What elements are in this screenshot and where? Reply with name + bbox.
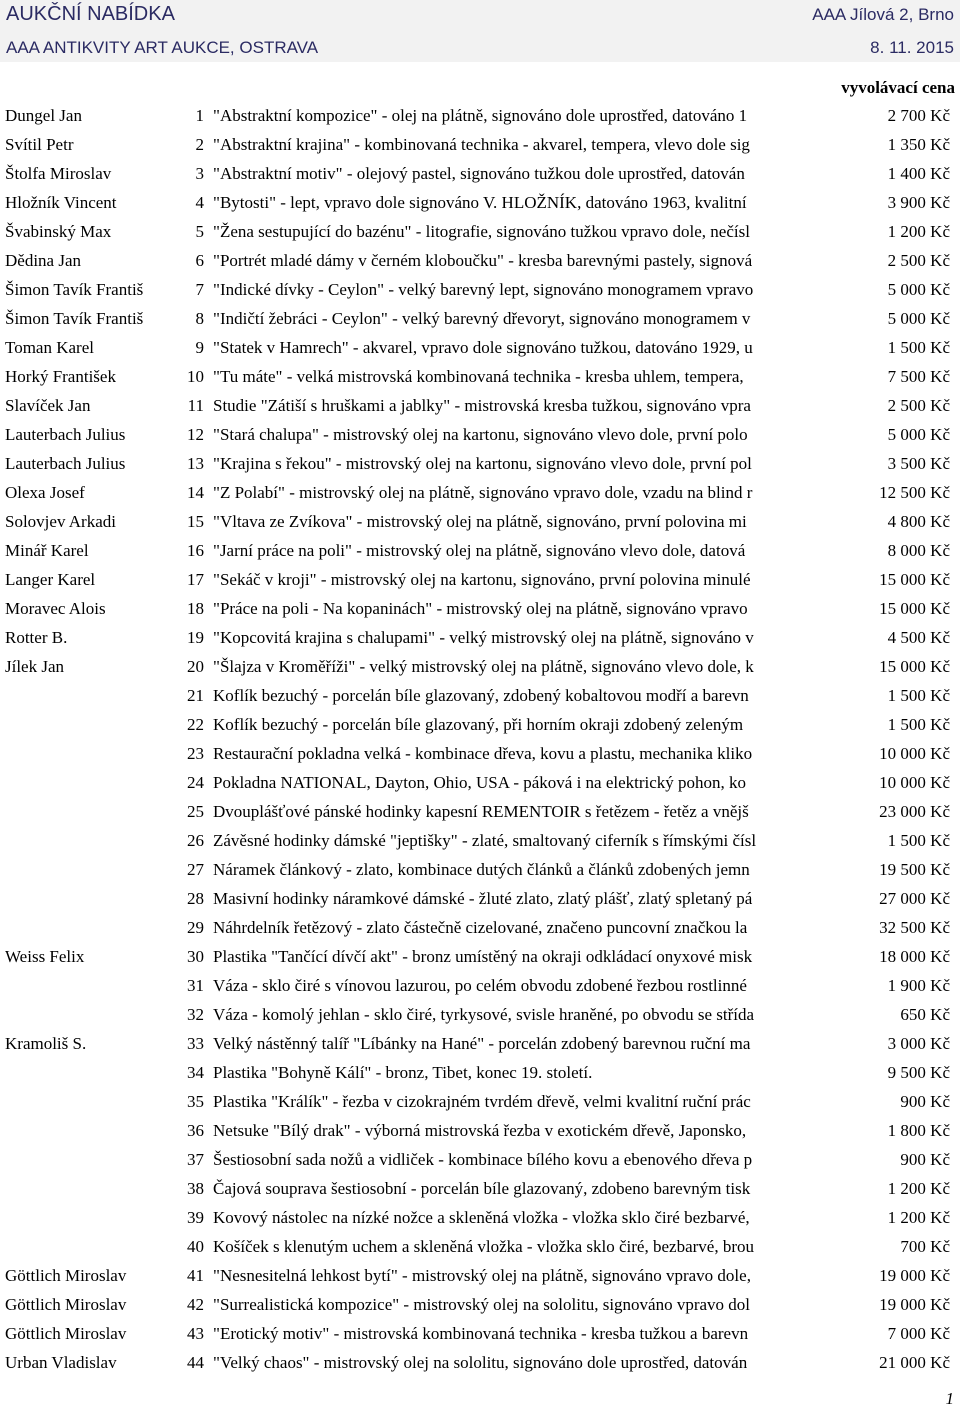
lot-description: "Sekáč v kroji" - mistrovský olej na kartonu, signováno, první polovina minulé [213,570,751,589]
lot-number: 36 [187,1121,204,1140]
lot-description: "Stará chalupa" - mistrovský olej na kartonu, signováno vlevo dole, první polo [213,425,748,444]
table-row [0,188,960,217]
table-row [0,1261,960,1290]
table-row [0,391,960,420]
table-row [0,1145,960,1174]
table-row [0,536,960,565]
lot-price: 1 400 Kč [887,164,950,183]
lot-price: 23 000 Kč [879,802,950,821]
table-row [0,420,960,449]
table-row [0,362,960,391]
lot-price: 15 000 Kč [879,599,950,618]
table-row [0,797,960,826]
table-row [0,1232,960,1261]
lot-price: 4 500 Kč [887,628,950,647]
lot-price: 27 000 Kč [879,889,950,908]
lot-author: Moravec Alois [5,599,106,618]
lot-price: 900 Kč [900,1092,950,1111]
lot-number: 14 [187,483,204,502]
lot-description: "Šlajza v Kroměříži" - velký mistrovský olej na plátně, signováno vlevo dole, k [213,657,754,676]
lot-number: 29 [187,918,204,937]
lot-price: 5 000 Kč [887,309,950,328]
lot-author: Olexa Josef [5,483,85,502]
table-row [0,1087,960,1116]
lot-number: 32 [187,1005,204,1024]
lot-description: "Portrét mladé dámy v černém kloboučku" - kresba barevnými pastely, signová [213,251,753,270]
lot-description: Velký nástěnný talíř "Líbánky na Hané" - porcelán zdobený barevnou ruční ma [213,1034,751,1053]
lot-number: 33 [187,1034,204,1053]
lot-price: 12 500 Kč [879,483,950,502]
lot-description: Pokladna NATIONAL, Dayton, Ohio, USA - páková i na elektrický pohon, ko [213,773,747,792]
table-row [0,1174,960,1203]
lot-description: "Nesnesitelná lehkost bytí" - mistrovský olej na plátně, signováno vpravo dole, [213,1266,751,1285]
lot-description: Plastika "Bohyně Kálí" - bronz, Tibet, konec 19. století. [213,1063,593,1082]
lot-description: "Erotický motiv" - mistrovská kombinovaná technika - kresba tužkou a barevn [213,1324,749,1343]
table-row [0,1348,960,1377]
lot-price: 2 500 Kč [887,251,950,270]
table-row [0,826,960,855]
table-row [0,1116,960,1145]
lot-number: 10 [187,367,204,386]
lot-author: Lauterbach Julius [5,425,126,444]
lot-description: "Kopcovitá krajina s chalupami" - velký mistrovský olej na plátně, signováno v [213,628,754,647]
lot-price: 10 000 Kč [879,773,950,792]
lot-price: 7 000 Kč [887,1324,950,1343]
auction-date: 8. 11. 2015 [870,38,954,57]
lot-price: 21 000 Kč [879,1353,950,1372]
lot-number: 9 [195,338,204,357]
lot-description: "Bytosti" - lept, vpravo dole signováno V. HLOŽNÍK, datováno 1963, kvalitní [213,193,747,212]
table-row [0,681,960,710]
lot-description: "Indičtí žebráci - Ceylon" - velký barevný dřevoryt, signováno monogramem v [213,309,751,328]
lot-number: 15 [187,512,204,531]
table-row [0,478,960,507]
table-row [0,275,960,304]
lot-price: 9 500 Kč [887,1063,950,1082]
lot-description: "Jarní práce na poli" - mistrovský olej na plátně, signováno vlevo dole, datová [213,541,746,560]
lot-number: 22 [187,715,204,734]
lot-price: 10 000 Kč [879,744,950,763]
lot-author: Štolfa Miroslav [5,164,112,183]
lot-number: 40 [187,1237,204,1256]
lot-price: 1 350 Kč [887,135,950,154]
lot-number: 2 [195,135,204,154]
lot-price: 1 200 Kč [887,222,950,241]
lot-author: Dungel Jan [5,106,82,125]
lot-description: "Vltava ze Zvíkova" - mistrovský olej na plátně, signováno, první polovina mi [213,512,747,531]
lot-description: "Abstraktní kompozice" - olej na plátně, signováno dole uprostřed, datováno 1 [213,106,748,125]
lot-number: 21 [187,686,204,705]
lot-author: Weiss Felix [5,947,85,966]
lot-author: Jílek Jan [5,657,65,676]
lot-price: 1 900 Kč [887,976,950,995]
lot-price: 19 000 Kč [879,1295,950,1314]
lot-number: 19 [187,628,204,647]
lot-price: 650 Kč [900,1005,950,1024]
table-row [0,1290,960,1319]
table-row [0,971,960,1000]
lot-author: Toman Karel [5,338,94,357]
auction-name: AAA ANTIKVITY ART AUKCE, OSTRAVA [6,38,319,57]
table-row [0,884,960,913]
lot-number: 38 [187,1179,204,1198]
table-row [0,304,960,333]
lot-price: 32 500 Kč [879,918,950,937]
table-row [0,1203,960,1232]
table-row [0,942,960,971]
lot-description: Masivní hodinky náramkové dámské - žluté zlato, zlatý plášť, zlatý spletaný pá [213,889,753,908]
lot-number: 27 [187,860,204,879]
lot-price: 900 Kč [900,1150,950,1169]
lot-description: Čajová souprava šestiosobní - porcelán bíle glazovaný, zdobeno barevným tisk [213,1179,751,1198]
lot-description: "Statek v Hamrech" - akvarel, vpravo dole signováno tužkou, datováno 1929, u [213,338,753,357]
lot-number: 25 [187,802,204,821]
lot-description: "Krajina s řekou" - mistrovský olej na kartonu, signováno vlevo dole, první pol [213,454,752,473]
lot-description: "Velký chaos" - mistrovský olej na sololitu, signováno dole uprostřed, datován [213,1353,748,1372]
lot-number: 37 [187,1150,204,1169]
lot-number: 5 [195,222,204,241]
lot-number: 35 [187,1092,204,1111]
lot-number: 39 [187,1208,204,1227]
lot-description: "Práce na poli - Na kopaninách" - mistrovský olej na plátně, signováno vpravo [213,599,748,618]
lot-table [0,101,960,1377]
table-row [0,1000,960,1029]
lot-price: 3 500 Kč [887,454,950,473]
table-row [0,246,960,275]
table-row [0,449,960,478]
lot-author: Hložník Vincent [5,193,117,212]
lot-author: Šimon Tavík Františ [5,309,144,328]
lot-author: Göttlich Miroslav [5,1295,127,1314]
lot-author: Langer Karel [5,570,96,589]
lot-description: Váza - sklo čiré s vínovou lazurou, po celém obvodu zdobené řezbou rostlinné [213,976,747,995]
lot-price: 19 000 Kč [879,1266,950,1285]
lot-number: 20 [187,657,204,676]
lot-price: 15 000 Kč [879,657,950,676]
table-row [0,130,960,159]
lot-price: 5 000 Kč [887,425,950,444]
lot-number: 12 [187,425,204,444]
lot-description: Koflík bezuchý - porcelán bíle glazovaný, zdobený kobaltovou modří a barevn [213,686,749,705]
lot-price: 2 700 Kč [887,106,950,125]
lot-number: 7 [195,280,204,299]
table-row [0,1058,960,1087]
lot-author: Urban Vladislav [5,1353,117,1372]
lot-author: Kramoliš S. [5,1034,87,1053]
lot-description: "Žena sestupující do bazénu" - litografie, signováno tužkou vpravo dole, nečísl [213,222,750,241]
lot-description: Studie "Zátiší s hruškami a jablky" - mistrovská kresba tužkou, signováno vpra [213,396,751,415]
lot-number: 4 [195,193,204,212]
table-row [0,1029,960,1058]
lot-author: Rotter B. [5,628,68,647]
lot-description: "Z Polabí" - mistrovský olej na plátně, signováno vpravo dole, vzadu na blind r [213,483,753,502]
lot-description: Kovový nástolec na nízké nožce a skleněná vložka - vložka sklo čiré bezbarvé, [213,1208,750,1227]
table-row [0,217,960,246]
lot-number: 23 [187,744,204,763]
table-row [0,768,960,797]
lot-description: Restaurační pokladna velká - kombinace dřeva, kovu a plastu, mechanika kliko [213,744,753,763]
lot-price: 700 Kč [900,1237,950,1256]
lot-description: Dvouplášťové pánské hodinky kapesní REMENTOIR s řetězem - řetěz a vnějš [213,802,749,821]
lot-author: Göttlich Miroslav [5,1266,127,1285]
lot-number: 11 [187,396,204,415]
lot-author: Dědina Jan [5,251,82,270]
lot-number: 8 [195,309,204,328]
lot-price: 4 800 Kč [887,512,950,531]
lot-description: Váza - komolý jehlan - sklo čiré, tyrkysové, svisle hraněné, po obvodu se střída [213,1005,755,1024]
lot-price: 1 500 Kč [887,338,950,357]
lot-price: 1 500 Kč [887,831,950,850]
lot-description: "Tu máte" - velká mistrovská kombinovaná technika - kresba uhlem, tempera, [213,367,744,386]
page-number: 1 [945,1389,954,1408]
lot-number: 26 [187,831,204,850]
lot-description: "Abstraktní motiv" - olejový pastel, signováno tužkou dole uprostřed, datován [213,164,745,183]
lot-description: "Surrealistická kompozice" - mistrovský olej na sololitu, signováno vpravo dol [213,1295,751,1314]
table-row [0,565,960,594]
lot-author: Solovjev Arkadi [5,512,116,531]
lot-number: 17 [187,570,204,589]
table-row [0,739,960,768]
lot-price: 1 200 Kč [887,1179,950,1198]
lot-description: Košíček s klenutým uchem a skleněná vložka - vložka sklo čiré, bezbarvé, brou [213,1237,754,1256]
table-row [0,710,960,739]
lot-author: Švabinský Max [5,222,112,241]
lot-price: 3 900 Kč [887,193,950,212]
lot-price: 7 500 Kč [887,367,950,386]
lot-price: 2 500 Kč [887,396,950,415]
lot-number: 24 [187,773,204,792]
lot-author: Minář Karel [5,541,89,560]
document-title: AUKČNÍ NABÍDKA [6,3,175,25]
lot-number: 18 [187,599,204,618]
lot-description: "Indické dívky - Ceylon" - velký barevný lept, signováno monogramem vpravo [213,280,754,299]
lot-number: 44 [187,1353,204,1372]
table-row [0,101,960,130]
table-row [0,1319,960,1348]
lot-price: 19 500 Kč [879,860,950,879]
address: AAA Jílová 2, Brno [812,5,954,24]
lot-number: 6 [195,251,204,270]
table-row [0,507,960,536]
lot-description: Netsuke "Bílý drak" - výborná mistrovská řezba v exotickém dřevě, Japonsko, [213,1121,747,1140]
lot-price: 1 500 Kč [887,715,950,734]
lot-price: 15 000 Kč [879,570,950,589]
header-bar [0,0,960,62]
lot-description: Závěsné hodinky dámské "jeptišky" - zlaté, smaltovaný ciferník s římskými čísl [213,831,757,850]
lot-description: Náramek článkový - zlato, kombinace dutých článků a článků zdobených jemn [213,860,750,879]
lot-description: Plastika "Tančící dívčí akt" - bronz umístěný na okraji odkládací onyxové misk [213,947,753,966]
lot-number: 42 [187,1295,204,1314]
lot-author: Horký František [5,367,116,386]
price-column-header: vyvolávací cena [841,78,955,97]
lot-description: Náhrdelník řetězový - zlato částečně cizelované, značeno puncovní značkou la [213,918,748,937]
table-row [0,652,960,681]
lot-author: Slavíček Jan [5,396,91,415]
table-row [0,159,960,188]
lot-description: Plastika "Králík" - řezba v cizokrajném tvrdém dřevě, velmi kvalitní ruční prác [213,1092,751,1111]
table-row [0,594,960,623]
lot-author: Göttlich Miroslav [5,1324,127,1343]
lot-price: 8 000 Kč [887,541,950,560]
lot-number: 28 [187,889,204,908]
lot-number: 13 [187,454,204,473]
lot-number: 43 [187,1324,204,1343]
lot-author: Lauterbach Julius [5,454,126,473]
lot-author: Šimon Tavík Františ [5,280,144,299]
lot-number: 31 [187,976,204,995]
lot-number: 41 [187,1266,204,1285]
table-row [0,333,960,362]
lot-price: 3 000 Kč [887,1034,950,1053]
table-row [0,623,960,652]
lot-price: 1 500 Kč [887,686,950,705]
lot-author: Svítil Petr [5,135,74,154]
lot-description: Šestiosobní sada nožů a vidliček - kombinace bílého kovu a ebenového dřeva p [213,1150,753,1169]
lot-price: 18 000 Kč [879,947,950,966]
table-row [0,913,960,942]
lot-price: 5 000 Kč [887,280,950,299]
lot-number: 16 [187,541,204,560]
lot-number: 30 [187,947,204,966]
lot-price: 1 800 Kč [887,1121,950,1140]
lot-number: 3 [195,164,204,183]
lot-number: 34 [187,1063,204,1082]
lot-price: 1 200 Kč [887,1208,950,1227]
lot-description: "Abstraktní krajina" - kombinovaná technika - akvarel, tempera, vlevo dole sig [213,135,750,154]
table-row [0,855,960,884]
lot-number: 1 [195,106,204,125]
lot-description: Koflík bezuchý - porcelán bíle glazovaný, při horním okraji zdobený zeleným [213,715,744,734]
